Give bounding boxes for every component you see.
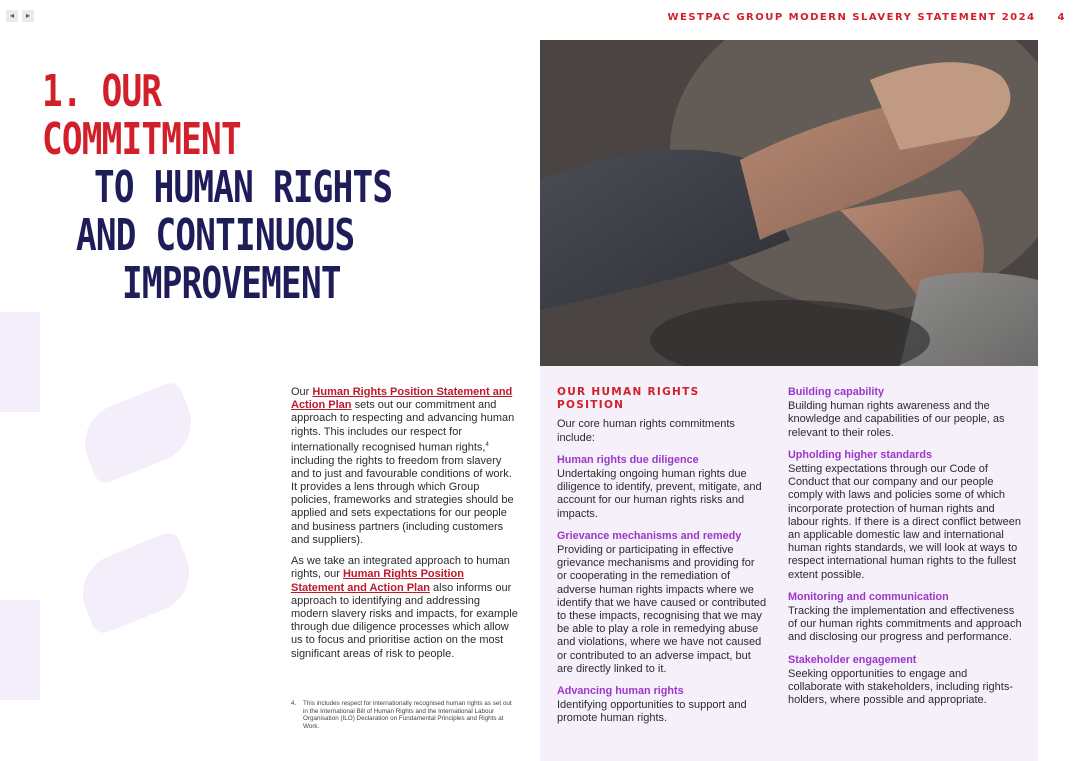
commitment-body: Identifying opportunities to support and promote human rights.: [557, 699, 747, 725]
commitment-item: [788, 449, 1024, 582]
commitment-body: Building human rights awareness and the knowledge and capabilities of our people, as relevant to their roles.: [788, 400, 1005, 439]
title-line: TO HUMAN RIGHTS: [94, 162, 393, 213]
approach-paragraph: As we take an integrated approach to human rights, our Human Rights Position Statement and Action Plan also informs our approach to identifying and addressing modern slavery risks and impacts, for example through due diligence processes which allow us to focus and prioritise action on the most significant areas of risk to people.: [291, 555, 518, 660]
decorative-bar: [0, 600, 40, 700]
position-statement-link[interactable]: Human Rights Position Statement and Action Plan: [291, 386, 513, 412]
commitment-item: [788, 654, 1024, 708]
commitment-item: [557, 685, 767, 726]
title-line: AND CONTINUOUS: [76, 210, 355, 261]
title-line: 1. OUR: [42, 66, 162, 117]
footnote-number: 4.: [291, 700, 297, 707]
commitment-item: [788, 591, 1024, 645]
footnote: [291, 700, 513, 730]
commitment-item: [788, 386, 1024, 440]
commitment-body: Seeking opportunities to engage and collaborate with stakeholders, including rights-holders, where possible and appropriate.: [788, 667, 1014, 707]
commitment-body: Tracking the implementation and effectiveness of our human rights commitments and approach and disclosing our progress and performance.: [788, 605, 1022, 644]
commitment-heading: Monitoring and communication: [788, 590, 949, 603]
intro-column: [291, 386, 519, 669]
commitment-body: Setting expectations through our Code of Conduct that our company and our people comply with laws and policies some of which incorporate protection of human rights and labour rights. If there is a direct conflict between an applicable domestic law and international human rights standards, we will look at ways to respect international human rights to the fullest extent possible.: [788, 463, 1021, 581]
commitment-body: Providing or participating in effective grievance mechanisms and providing for or cooperating in the remediation of adverse human rights impacts where we identify that we have caused or contributed to these impacts, recognising that we may be able to play a role in remedying abuse and violations, where we have not caused or contributed to an adverse impact, but are directly linked to it.: [557, 544, 767, 675]
title-line: COMMITMENT: [42, 114, 241, 165]
footnote-text: This includes respect for internationally recognised human rights as set out in the International Bill of Human Rights and the International Labour Organisation (ILO) Declaration on Fundamental Principles and Rights at Work.: [303, 700, 512, 730]
section-intro: Our core human rights commitments include:: [557, 418, 735, 444]
commitment-heading: Stakeholder engagement: [788, 653, 917, 666]
commitment-heading: Advancing human rights: [557, 685, 684, 698]
intro-paragraph: Our Human Rights Position Statement and Action Plan sets out our commitment and approach to respecting and advancing human rights. This includes our respect for internationally recognised human rights,$^4$ including the rights to freedom from slavery and to just and favourable conditions of work. It provides a lens through which Group policies, frameworks and strategies should be applied and sets expectations for our people and business partners (including customers and suppliers).: [291, 386, 515, 546]
prev-page-button[interactable]: ◂: [6, 10, 18, 22]
title-line: IMPROVEMENT: [122, 258, 341, 309]
position-column-left: [557, 386, 767, 735]
page-title: [42, 68, 476, 308]
footnote-marker: 4: [485, 441, 489, 448]
commitment-item: [557, 454, 767, 521]
position-column-right: [788, 386, 1024, 716]
decorative-shape: [73, 380, 203, 487]
hands-illustration: [540, 40, 1038, 366]
hands-photo: [540, 40, 1038, 366]
section-title: OUR HUMAN RIGHTS POSITION: [557, 386, 700, 412]
commitment-item: [557, 530, 767, 676]
decorative-shape: [71, 530, 201, 637]
commitment-heading: Grievance mechanisms and remedy: [557, 529, 742, 542]
commitment-heading: Upholding higher standards: [788, 448, 932, 461]
page-nav: [6, 10, 34, 22]
page-number: 4: [1057, 12, 1066, 23]
commitment-heading: Building capability: [788, 386, 884, 398]
page-header: [667, 12, 1066, 23]
commitment-heading: Human rights due diligence: [557, 453, 699, 466]
document-title: WESTPAC GROUP MODERN SLAVERY STATEMENT 2024: [667, 12, 1036, 23]
position-statement-link[interactable]: Human Rights Position Statement and Action Plan: [291, 568, 464, 594]
next-page-button[interactable]: ▸: [22, 10, 34, 22]
commitment-body: Undertaking ongoing human rights due diligence to identify, prevent, mitigate, and account for our human rights risks and impacts.: [557, 468, 762, 520]
decorative-bar: [0, 312, 40, 412]
